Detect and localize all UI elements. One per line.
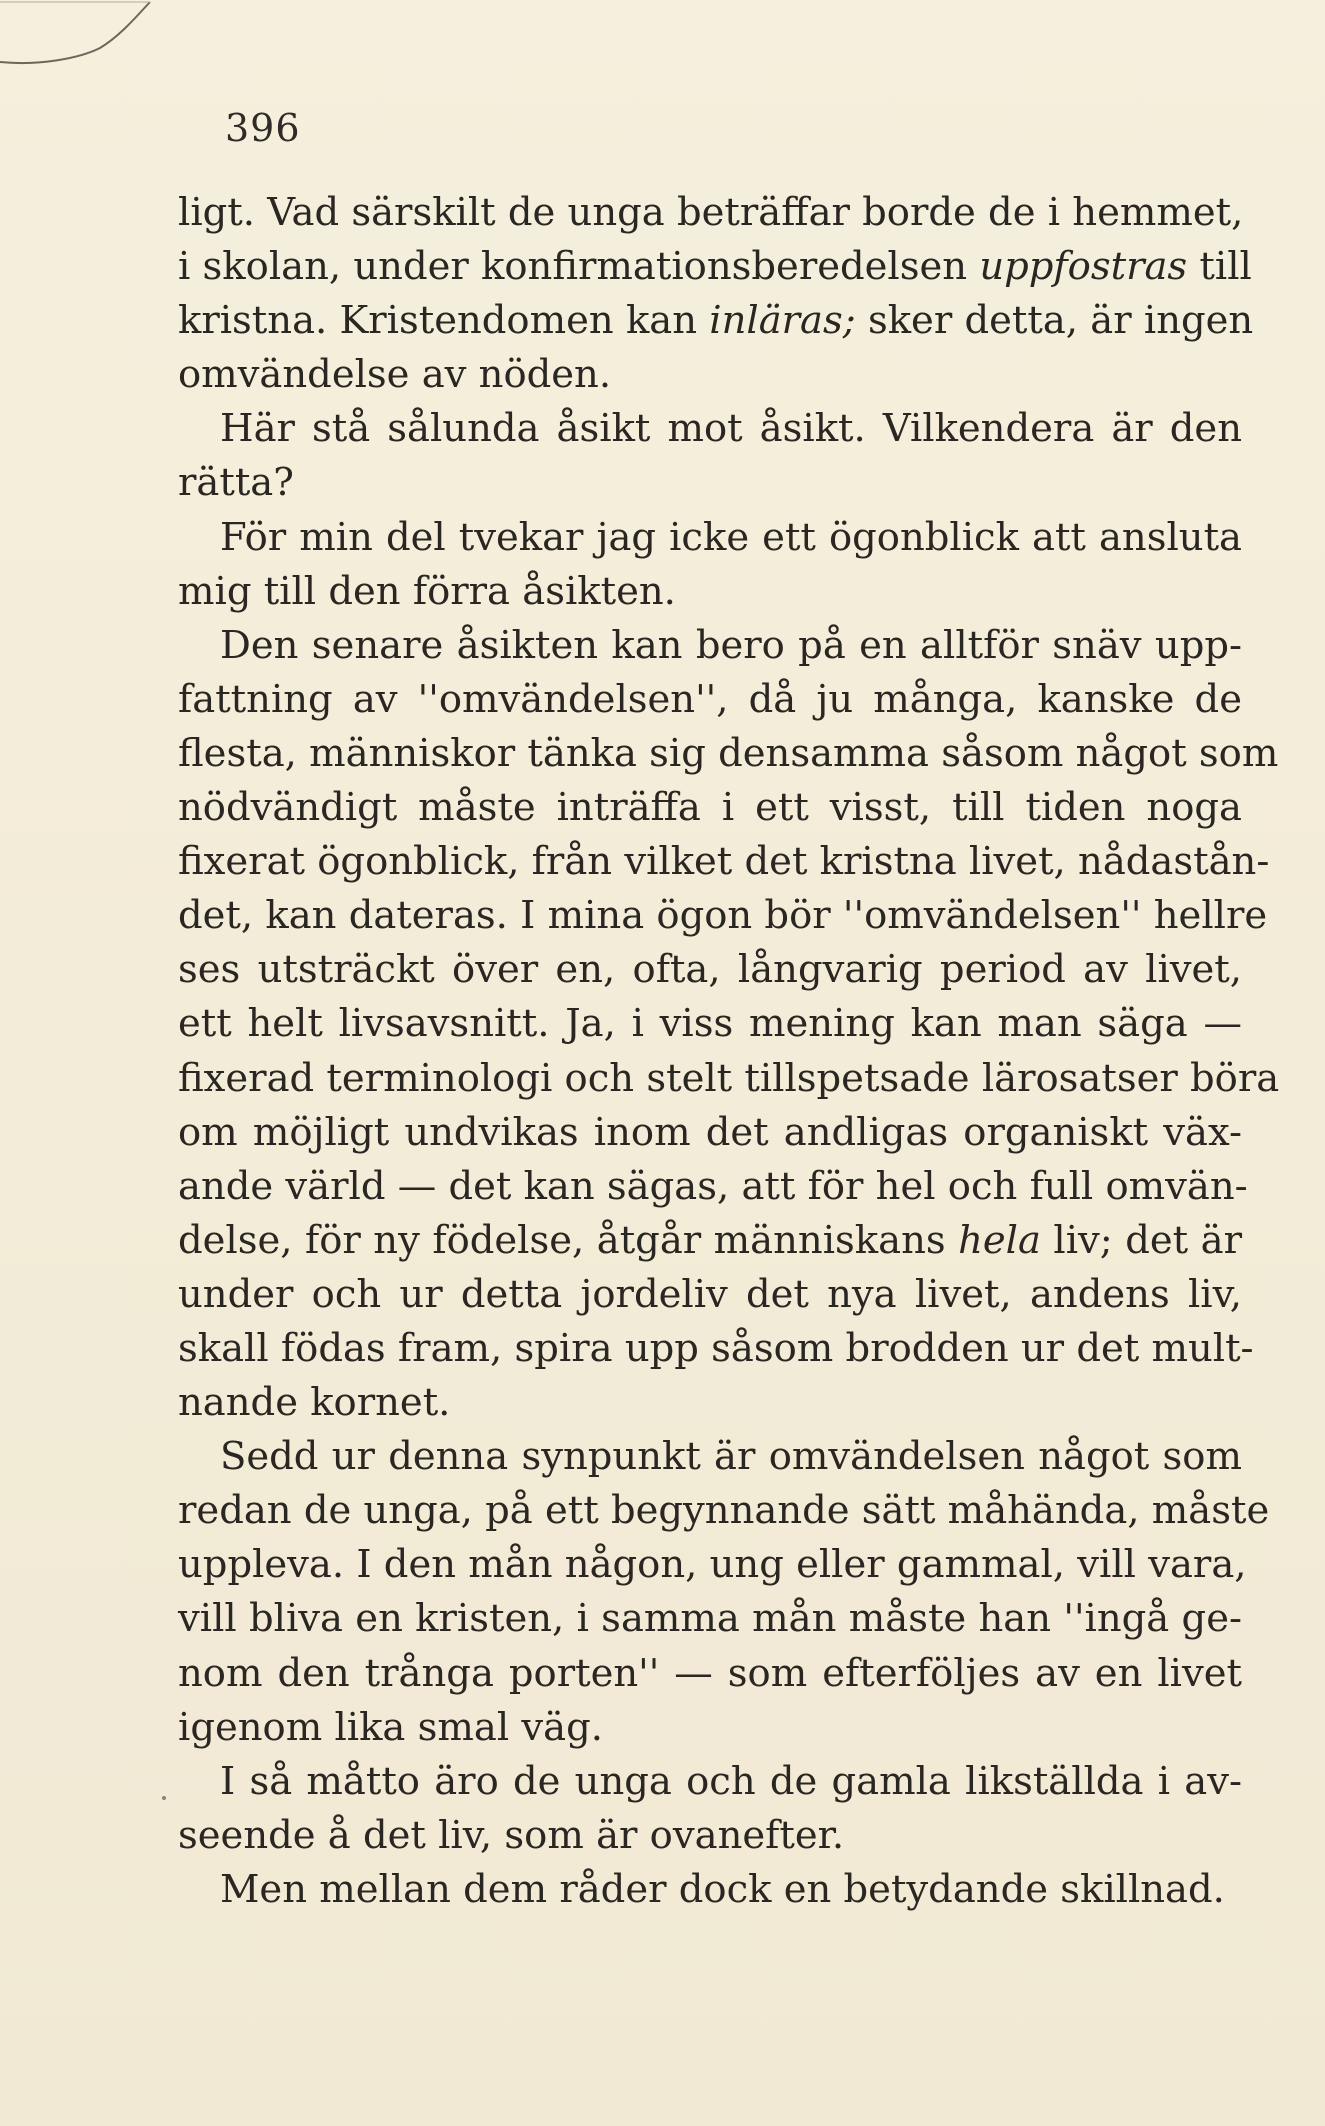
text-line: För min del tvekar jag icke ett ögonblick att ansluta [220, 514, 1242, 560]
emphasized-word: uppfostras [979, 244, 1188, 290]
text-segment: sker detta, är ingen [855, 298, 1254, 344]
text-line: om möjligt undvikas inom det andligas organiskt väx- [178, 1109, 1242, 1155]
text-segment: delse, för ny födelse, åtgår människans [178, 1217, 959, 1263]
text-line: det, kan dateras. I mina ögon bör ''omvändelsen'' hellre [178, 893, 1268, 939]
emphasized-word: inläras; [709, 298, 856, 344]
text-line: igenom lika smal väg. [178, 1704, 603, 1750]
text-line: nom den trånga porten'' — som efterföljes av en livet [178, 1650, 1242, 1696]
text-line: redan de unga, på ett begynnande sätt måhända, måste [178, 1488, 1270, 1534]
text-line: fattning av ''omvändelsen'', då ju många, kanske de [178, 676, 1242, 722]
body-text [178, 186, 1280, 1917]
emphasized-word: hela [958, 1217, 1041, 1263]
text-line: Men mellan dem råder dock en betydande skillnad. [220, 1866, 1225, 1912]
text-line: uppleva. I den mån någon, ung eller gammal, vill vara, [178, 1542, 1247, 1588]
text-line: ett helt livsavsnitt. Ja, i viss mening kan man säga — [178, 1001, 1242, 1047]
text-line: under och ur detta jordeliv det nya livet, andens liv, [178, 1271, 1242, 1317]
text-line: ligt. Vad särskilt de unga beträffar borde de i hemmet, [178, 190, 1244, 235]
text-line: Den senare åsikten kan bero på en alltför snäv upp- [220, 622, 1242, 668]
text-line: nande kornet. [178, 1380, 451, 1426]
text-segment: liv; det är [1040, 1217, 1242, 1263]
text-line: Sedd ur denna synpunkt är omvändelsen något som [220, 1434, 1242, 1480]
text-segment: i skolan, under konfirmationsberedelsen [178, 244, 980, 290]
page-number: 396 [225, 106, 301, 150]
text-line: fixerat ögonblick, från vilket det kristna livet, nådastån- [178, 839, 1270, 885]
text-line: I så måtto äro de unga och de gamla likställda i av- [220, 1758, 1242, 1804]
text-line [178, 240, 1252, 294]
text-line: ande värld — det kan sägas, att för hel och full omvän- [178, 1163, 1248, 1209]
text-line: flesta, människor tänka sig densamma såsom något som [178, 730, 1279, 776]
text-line: nödvändigt måste inträffa i ett visst, till tiden noga [178, 785, 1242, 831]
text-line [178, 294, 1254, 348]
text-line: mig till den förra åsikten. [178, 568, 676, 614]
text-segment: till [1187, 244, 1252, 290]
text-line: seende å det liv, som är ovanefter. [178, 1812, 845, 1858]
text-line [178, 1214, 1242, 1268]
text-line: Här stå sålunda åsikt mot åsikt. Vilkendera är den [220, 406, 1242, 452]
text-segment: kristna. Kristendomen kan [178, 298, 710, 344]
text-line: fixerad terminologi och stelt tillspetsade lärosatser böra [178, 1055, 1280, 1101]
corner-fold-mark [0, 0, 170, 100]
text-line: omvändelse av nöden. [178, 352, 612, 398]
text-line: ses utsträckt över en, ofta, långvarig period av livet, [178, 947, 1242, 993]
text-line: skall födas fram, spira upp såsom brodden ur det mult- [178, 1325, 1254, 1371]
text-line: rätta? [178, 460, 294, 506]
ink-speck [162, 1796, 166, 1800]
text-line: vill bliva en kristen, i samma mån måste han ''ingå ge- [178, 1596, 1242, 1642]
